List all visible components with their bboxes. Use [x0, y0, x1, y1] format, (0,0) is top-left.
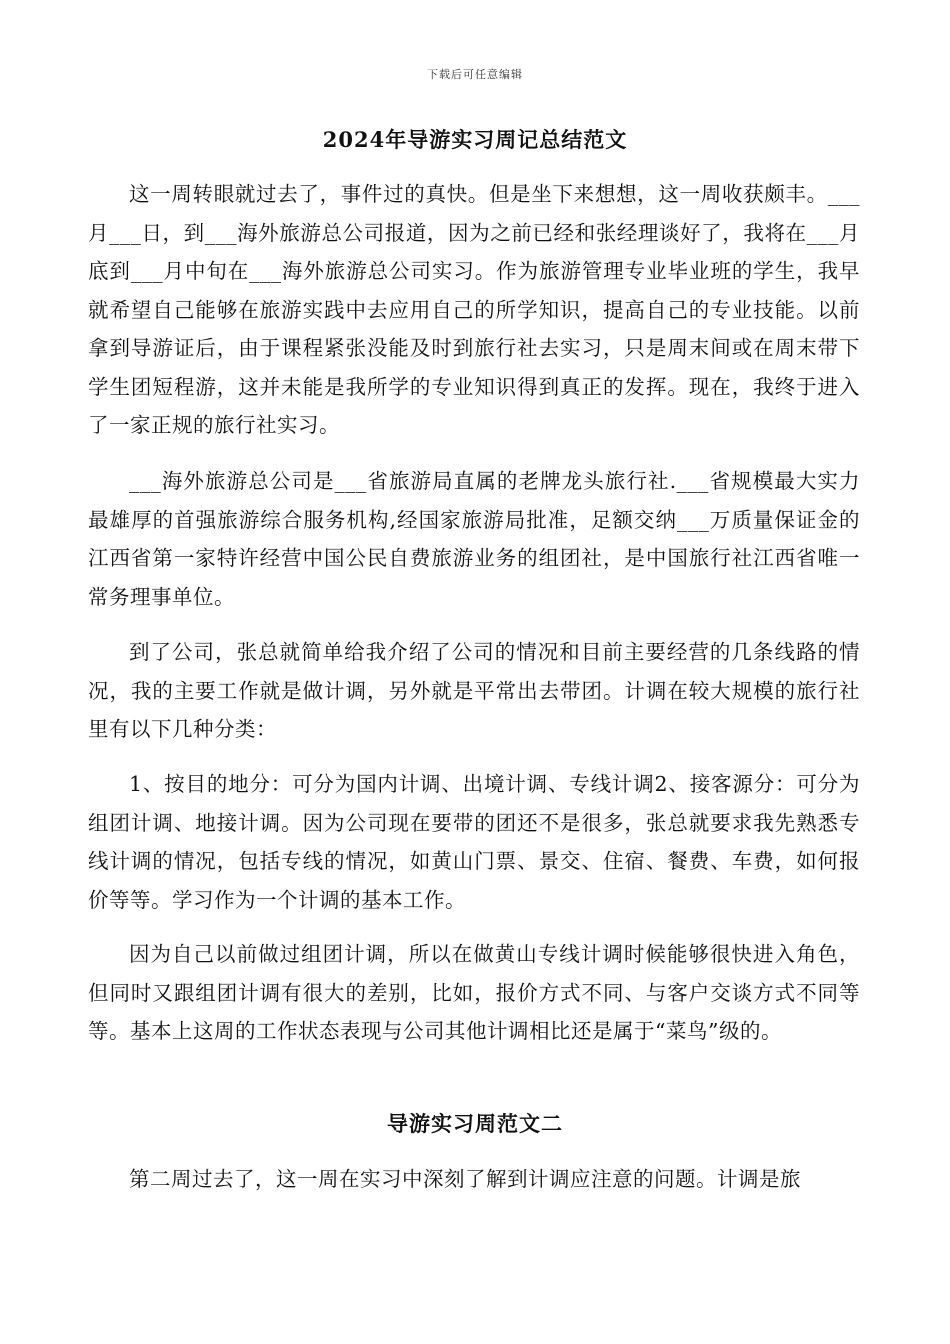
paragraph-4: [88, 765, 860, 919]
paragraph-text: ___海外旅游总公司是___省旅游局直属的老牌龙头旅行社.___省规模最大实力最雄厚的首强旅游综合服务机构,经国家旅游局批准，足额交纳___万质量保证金的江西省第一家特许经营中国公民自费旅游业务的组团社，是中国旅行社江西省唯一常务理事单位。: [88, 469, 860, 609]
document-title: 2024年导游实习周记总结范文: [322, 127, 628, 152]
section-paragraph: [88, 1160, 860, 1199]
paragraph-1: [88, 175, 860, 445]
paragraph-5: [88, 935, 860, 1051]
header-note: 下载后可任意编辑: [427, 68, 523, 81]
paragraph-text: 到了公司，张总就简单给我介绍了公司的情况和目前主要经营的几条线路的情况，我的主要工作就是做计调，另外就是平常出去带团。计调在较大规模的旅行社里有以下几种分类：: [88, 640, 860, 741]
paragraph-3: [88, 633, 860, 749]
paragraph-2: [88, 462, 860, 616]
paragraph-text: 这一周转眼就过去了，事件过的真快。但是坐下来想想，这一周收获颇丰。___月___日，到___海外旅游总公司报道，因为之前已经和张经理谈好了，我将在___月底到___月中旬在___海外旅游总公司实习。作为旅游管理专业毕业班的学生，我早就希望自己能够在旅游实践中去应用自己的所学知识，提高自己的专业技能。以前拿到导游证后，由于课程紧张没能及时到旅行社去实习，只是周末间或在周末带下学生团短程游，这并未能是我所学的专业知识得到真正的发挥。现在，我终于进入了一家正规的旅行社实习。: [88, 182, 860, 437]
paragraph-text: 第二周过去了，这一周在实习中深刻了解到计调应注意的问题。计调是旅: [129, 1167, 801, 1191]
paragraph-text: 1、按目的地分：可分为国内计调、出境计调、专线计调2、接客源分：可分为组团计调、地接计调。因为公司现在要带的团还不是很多，张总就要求我先熟悉专线计调的情况，包括专线的情况，如黄山门票、景交、住宿、餐费、车费，如何报价等等。学习作为一个计调的基本工作。: [88, 772, 860, 912]
paragraph-text: 因为自己以前做过组团计调，所以在做黄山专线计调时候能够很快进入角色，但同时又跟组团计调有很大的差别，比如，报价方式不同、与客户交谈方式不同等等。基本上这周的工作状态表现与公司其他计调相比还是属于“菜鸟”级的。: [88, 942, 860, 1043]
section-title: 导游实习周范文二: [387, 1111, 563, 1136]
